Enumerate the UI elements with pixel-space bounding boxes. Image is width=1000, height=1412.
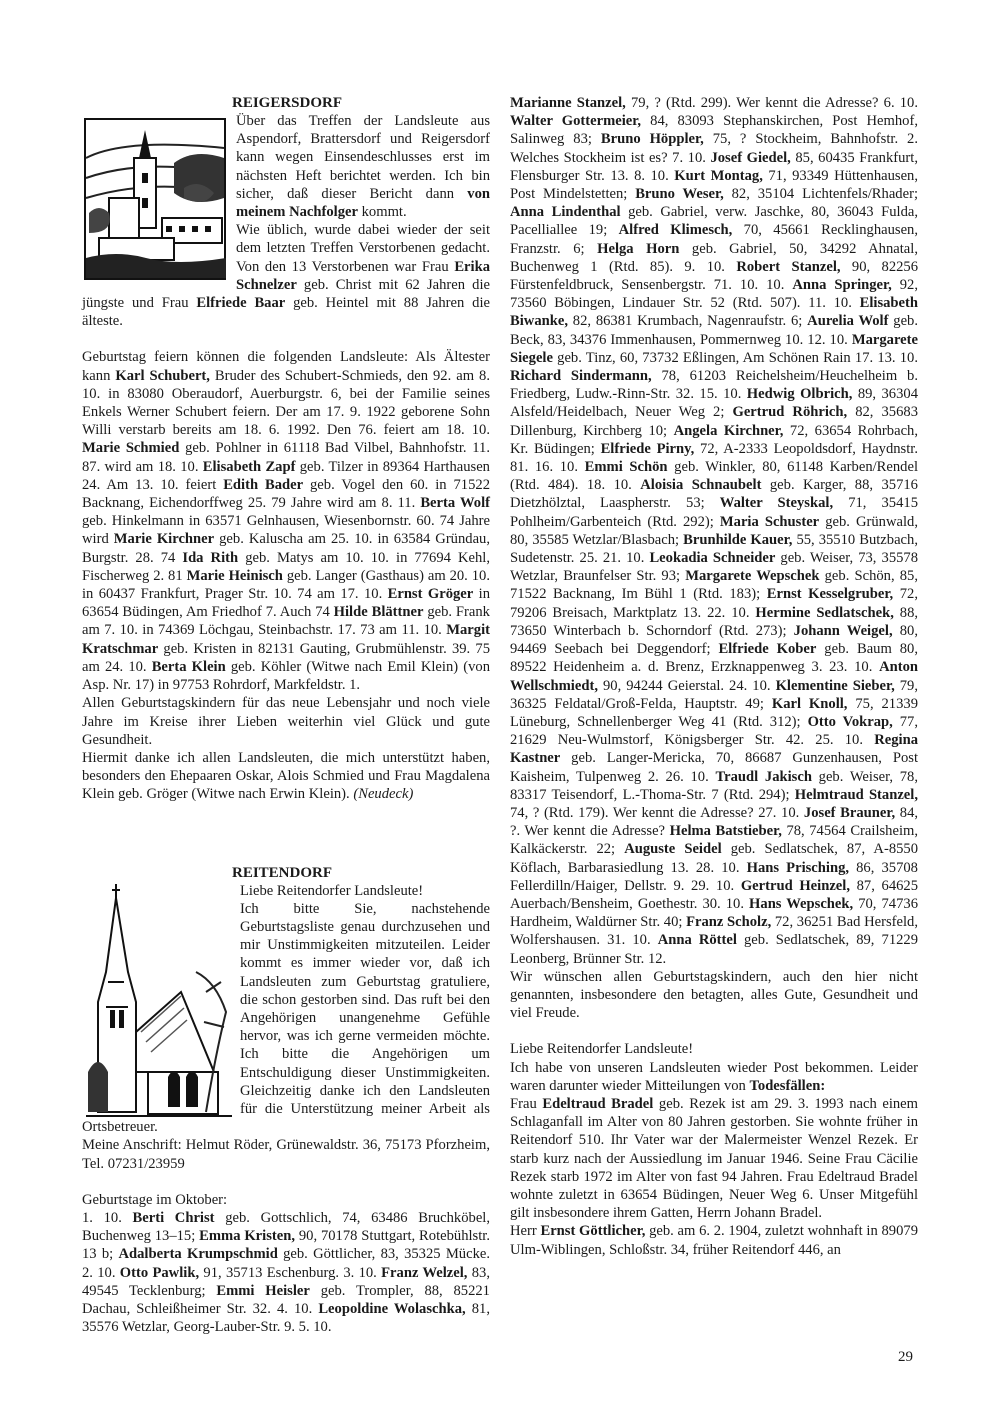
right-column bbox=[510, 94, 918, 1259]
text-run: 72, A-2333 Leopoldsdorf, Haydnstr. 81. 16. 10. bbox=[510, 440, 918, 476]
bold-name: von meinem Nachfolger bbox=[236, 185, 490, 221]
text-run: 83, 49545 Tecklenburg; bbox=[82, 1264, 490, 1299]
text-run: 84, 83093 Stephanskirchen, Post Hemhof, Salinweg 83; bbox=[510, 113, 918, 148]
text-run: geb. Heintel mit 88 Jahren die älteste. bbox=[82, 295, 490, 330]
text-run: 77, 21629 Neu-Wulmstorf, Königsberger Str. 42. 25. 10. bbox=[510, 713, 918, 749]
text-run: 90, 70178 Stuttgart, Rotebühlstr. 13 b; bbox=[82, 1228, 490, 1263]
text-run: geb. Tilzer in 89364 Harthausen 24. Am 13. 10. feiert bbox=[82, 458, 490, 493]
text-run: 78, 74564 Crailsheim, Kalkäckerstr. 22; bbox=[510, 823, 919, 858]
bold-name: Bruno Höppler, bbox=[600, 131, 704, 148]
bold-name: Berta Wolf bbox=[420, 495, 490, 512]
bold-name: Aurelia Wolf bbox=[807, 313, 889, 330]
bold-name: Leokadia Schneider bbox=[649, 550, 776, 567]
bold-name: Karl Schubert, bbox=[115, 367, 210, 384]
obituary-paragraph bbox=[510, 1095, 918, 1222]
text-run: geb. Matys am 10. 10. in 77694 Kehl, Fischerweg 2. 81 bbox=[82, 549, 490, 584]
bold-name: Edith Bader bbox=[223, 476, 304, 493]
text-run: geb. Sedlatschek, 89, 71229 Leonberg, Brünner Str. 12. bbox=[510, 932, 919, 967]
text-run: 70, 45661 Recklinghausen, Franzstr. 6; bbox=[510, 222, 918, 257]
bold-name: Edeltraud Bradel bbox=[542, 1095, 654, 1112]
bold-name: Johann Weigel, bbox=[793, 622, 893, 639]
text-run: geb. Tinz, 60, 73732 Eßlingen, Am Schönen Rain 17. 13. 10. bbox=[552, 349, 918, 366]
text-run: 79, 36325 Feldatal/Groß-Felda, Hauptstr. 49; bbox=[510, 677, 918, 712]
bold-name: Richard Sindermann, bbox=[510, 368, 652, 385]
text-run: 89, 36304 Alsfeld/Heidelbach, Neuer Weg 2; bbox=[510, 386, 918, 421]
text-run: geb. Baum 80, 89522 Heidenheim a. d. Brenz, Erzknappenweg 3. 23. 10. bbox=[510, 641, 918, 676]
bold-name: Helma Batstieber, bbox=[669, 823, 782, 840]
text-run: geb. Gabriel, 50, 34292 Ahnatal, Buchenweg 1 (Rtd. 85). 9. 10. bbox=[510, 240, 918, 275]
bold-name: Otto Vokrap, bbox=[807, 713, 893, 730]
bold-name: Klementine Sieber, bbox=[775, 677, 895, 694]
text-run: geb. Kristen in 82131 Gauting, Grubmühlenstr. 39. 75 am 24. 10. bbox=[82, 640, 490, 675]
text-run: geb. Gottschlich, 74, 63486 Bruchköbel, Buchenweg 13–15; bbox=[82, 1209, 490, 1245]
text-run: 78, 61203 Reichelsheim/Heuchelheim b. Friedberg, Ludw.-Rinn-Str. 32. 15. 10. bbox=[510, 368, 918, 403]
birthdays-list-continued bbox=[510, 94, 918, 968]
birthdays-list bbox=[82, 1209, 490, 1336]
text-run: geb. Grünwald, 80, 35585 Wetzlar/Blasbach; bbox=[510, 513, 918, 548]
text-run: 70, 74736 Hardheim, Waldürner Str. 40; bbox=[510, 895, 918, 931]
birthdays-heading: Geburtstage im Oktober: bbox=[82, 1191, 228, 1208]
text-run: geb. Weiser, 78, 83317 Teisendorf, L.-Thoma-Str. 7 (Rtd. 294); bbox=[510, 768, 918, 803]
text-run: 92, 73560 Böbingen, Lindauer Str. 52 (Rtd. 507). 11. 10. bbox=[510, 277, 918, 312]
bold-name: Maria Schuster bbox=[719, 513, 820, 530]
text-run: Allen Geburtstagskindern für das neue Lebensjahr und noch viele Jahre im Kreise ihrer Lieben weiterhin viel Glück und gute Gesundheit. bbox=[82, 695, 490, 748]
text-run: geb. Vogel den 60. in 71522 Backnang, Eichendorffweg 25. 79 Jahre wird am 8. 11. bbox=[82, 476, 490, 512]
bold-name: Otto Pawlik, bbox=[119, 1264, 200, 1281]
text-run: 75, ? Stockheim, Bahnhofstr. 2. Welches Stockheim ist es? 7. 10. bbox=[510, 131, 918, 166]
bold-name: Margit Kratschmar bbox=[82, 622, 490, 657]
text-run: 1. 10. bbox=[82, 1209, 133, 1226]
bold-name: Margarete Siegele bbox=[510, 331, 918, 366]
text-run: geb. Göttlicher, 83, 35325 Mücke. 2. 10. bbox=[82, 1246, 490, 1281]
bold-name: Hilde Blättner bbox=[333, 604, 424, 621]
text-run: Geburtstag feiern können die folgenden Landsleute: Als Ältester kann bbox=[82, 349, 490, 384]
text-run: Meine Anschrift: Helmut Röder, Grünewaldstr. 36, 75173 Pforzheim, Tel. 07231/23959 bbox=[82, 1137, 490, 1172]
text-run: 82, 35683 Dillenburg, Kirchberg 10; bbox=[510, 404, 918, 439]
text-run: 91, 35713 Eschenburg. 3. 10. bbox=[199, 1264, 382, 1281]
text-run: 71, 93349 Hüttenhausen, Post Mindelstetten; bbox=[510, 167, 918, 203]
bold-name: Emmi Heisler bbox=[216, 1282, 310, 1299]
bold-name: Karl Knoll, bbox=[771, 695, 848, 712]
text-run: geb. Weiser, 73, 35578 Wetzlar, Braunfelser Str. 93; bbox=[510, 550, 919, 585]
text-run: 86, 35708 Fellerdilln/Haiger, Dellstr. 9. 29. 10. bbox=[510, 859, 918, 894]
bold-name: Hans Prisching, bbox=[746, 859, 850, 876]
bold-name: Hedwig Olbrich, bbox=[746, 386, 853, 403]
bold-name: Gertrud Heinzel, bbox=[740, 877, 850, 894]
text-run: 72, 63654 Rohrbach, Kr. Büdingen; bbox=[510, 422, 918, 457]
bold-name: Angela Kirchner, bbox=[673, 422, 784, 439]
bold-name: Josef Brauner, bbox=[803, 804, 896, 821]
bold-name: Helga Horn bbox=[597, 240, 680, 257]
bold-name: Brunhilde Kauer, bbox=[683, 531, 793, 548]
text-run: 90, 82256 Fürstenfeldbruck, Sensenbergstr. 71. 10. 10. bbox=[510, 258, 919, 294]
text-run: Ich bitte Sie, nachstehende Geburtstagsliste genau durchzusehen und mir Unstimmigkeiten mitzuteilen. Leider kommt es immer wieder vor, daß ich Landsleuten zum Geburtstag gratuliere, die schon gestorben sind. Das ruft bei den Angehörigen unangenehme Gefühle hervor, was ich gerne vermeiden möchte. Ich bitte die Angehörigen um Entschuldigung dieser Unstimmigkeiten. Gleichzeitig danke ich den Landsleuten für die Unterstützung meiner Arbeit als Ortsbetreuer. bbox=[82, 900, 490, 1136]
text-run: Frau bbox=[510, 1095, 543, 1112]
text-run: geb. Christ mit 62 Jahren die jüngste und Frau bbox=[82, 276, 490, 312]
page-number: 29 bbox=[898, 1349, 913, 1365]
text-run: 55, 35510 Butzbach, Sudetenstr. 25. 21. 10. bbox=[510, 531, 918, 567]
text-run: Liebe Reitendorfer Landsleute! bbox=[510, 1041, 694, 1058]
reigersdorf-paragraph bbox=[82, 694, 490, 749]
bold-name: Erika Schnelzer bbox=[236, 258, 490, 293]
text-run: geb. Karger, 88, 35716 Dietzhölztal, Laaspherstr. 53; bbox=[510, 477, 918, 512]
bold-name: Josef Giedel, bbox=[710, 149, 791, 166]
obituary-paragraph bbox=[510, 1222, 918, 1258]
bold-name: Elisabeth Biwanke, bbox=[510, 295, 918, 330]
birthday-wishes bbox=[510, 968, 918, 1023]
bold-name: Anna Springer, bbox=[792, 277, 892, 294]
bold-name: Ida Rith bbox=[182, 549, 239, 566]
bold-name: Hans Wepschek, bbox=[749, 895, 854, 912]
text-run: kommt. bbox=[357, 204, 407, 221]
text-run: geb. Kaluscha am 25. 10. in 63584 Gründau, Burgstr. 28. 74 bbox=[82, 531, 490, 566]
bold-name: Berta Klein bbox=[151, 658, 226, 675]
bold-name: Emma Kristen, bbox=[199, 1228, 295, 1245]
text-run: geb. am 6. 2. 1904, zuletzt wohnhaft in 89079 Ulm-Wiblingen, Schloßstr. 34, früher Reitendorf 446, an bbox=[510, 1223, 918, 1258]
text-run: in 63654 Büdingen, Am Friedhof 7. Auch 74 bbox=[82, 586, 490, 621]
bold-name: Bruno Weser, bbox=[635, 186, 724, 203]
text-run: 80, 94469 Seebach bei Deggendorf; bbox=[510, 622, 918, 658]
village-church-illustration bbox=[84, 118, 226, 280]
bold-name: Margarete Wepschek bbox=[685, 568, 820, 585]
text-run: 90, 94244 Geierstal. 24. 10. bbox=[597, 677, 776, 694]
bold-name: Hermine Sedlatschek, bbox=[755, 604, 894, 621]
bold-name: Robert Stanzel, bbox=[736, 258, 841, 275]
text-run: Hiermit danke ich allen Landsleuten, die mich unterstützt haben, besonders den Ehepaaren Oskar, Alois Schmied und Frau Magdalena Klein geb. Gröger (Witwe nach Erwin Klein). bbox=[82, 749, 490, 803]
text-run: 75, 21339 Lüneburg, Schnellenberger Weg 41 (Rtd. 312); bbox=[510, 695, 918, 730]
bold-name: Ernst Gröger bbox=[387, 586, 474, 603]
text-run: Liebe Reitendorfer Landsleute! bbox=[240, 882, 424, 899]
bold-name: Anton Wellschmiedt, bbox=[510, 659, 918, 694]
bold-name: Leopoldine Wolaschka, bbox=[318, 1300, 466, 1317]
text-run: geb. Langer-Mericka, 70, 86687 Gunzenhausen, Post Kaisheim, Tulpenweg 2. 26. 10. bbox=[510, 750, 918, 785]
text-run: geb. Trompler, 88, 85221 Dachau, Schleißheimer Str. 32. 4. 10. bbox=[82, 1282, 490, 1317]
text-run: Wie üblich, wurde dabei wieder der seit dem letzten Treffen Verstorbenen gedacht. Von den 13 Verstorbenen war Frau bbox=[236, 222, 490, 275]
bold-name: Marie Heinisch bbox=[186, 567, 283, 584]
bold-name: Traudl Jakisch bbox=[715, 768, 812, 785]
bold-name: Emmi Schön bbox=[584, 459, 668, 476]
bold-name: Aloisia Schnaubelt bbox=[640, 477, 762, 494]
text-run: geb. Rezek ist am 29. 3. 1993 nach einem Schlaganfall im Alter von 80 Jahren gestorben. Sie wohnte früher in Reitendorf 510. Ihr Vater war der Malermeister Wenzel Rezek. Er starb kurz nach der Aussiedlung im Januar 1946. Seine Frau Cäcilie Rezek starb 1972 im Alter von fast 94 Jahren. Frau Edeltraud Bradel wohnte zuletzt in 63654 Büdingen, Neuer Weg 6. Unser Mitgefühl gilt insbesondere ihrem Gatten, Herrn Johann Bradel. bbox=[510, 1095, 918, 1222]
text-run: geb. Gabriel, verw. Jaschke, 80, 36043 Fulda, Pacelliallee 19; bbox=[510, 204, 918, 239]
text-run: 81, 35576 Wetzlar, Georg-Lauber-Str. 9. 5. 10. bbox=[82, 1300, 490, 1336]
text-run: geb. Winkler, 80, 61148 Karben/Rendel (Rtd. 484). 18. 10. bbox=[510, 459, 919, 494]
bold-name: Ernst Göttlicher, bbox=[540, 1223, 646, 1240]
text-run: Wir wünschen allen Geburtstagskindern, auch den hier nicht genannten, insbesondere den betagten, alles Gute, Gesundheit und viel Freude. bbox=[510, 968, 918, 1022]
bold-name: Berti Christ bbox=[132, 1209, 215, 1226]
text-run: 88, 73650 Winterbach b. Schorndorf (Rtd. 273); bbox=[510, 604, 919, 639]
church-illustration bbox=[86, 882, 232, 1118]
reigersdorf-birthdays bbox=[82, 348, 490, 694]
bold-name: Marie Kirchner bbox=[113, 531, 215, 548]
bold-name: Helmtraud Stanzel, bbox=[794, 786, 918, 803]
text-run: geb. Langer (Gasthaus) am 20. 10. in 60437 Frankfurt, Prager Str. 10. 74 am 17. 10. bbox=[82, 567, 490, 603]
text-run: 85, 60435 Frankfurt, Flensburger Str. 13. 8. 10. bbox=[510, 149, 918, 184]
text-run: geb. Pohlner in 61118 Bad Vilbel, Bahnhofstr. 11. 87. wird am 18. 10. bbox=[82, 440, 490, 475]
left-column bbox=[82, 94, 490, 1336]
section-title-reigersdorf: REIGERSDORF bbox=[232, 95, 343, 111]
bold-name: Anna Röttel bbox=[657, 932, 737, 949]
bold-name: Elisabeth Zapf bbox=[202, 458, 296, 475]
bold-name: Regina Kastner bbox=[510, 732, 918, 767]
letter-paragraph bbox=[510, 1059, 918, 1095]
text-run: 84, ?. Wer kennt die Adresse? bbox=[510, 804, 919, 840]
bold-name: Marianne Stanzel, bbox=[510, 95, 626, 111]
text-run: geb. Sedlatschek, 87, A-8550 Köflach, Barbarasiedlung 13. 28. 10. bbox=[510, 841, 919, 876]
text-run: 82, 35104 Lichtenfels/Rhader; bbox=[723, 186, 918, 203]
text-run: 72, 36251 Bad Hersfeld, Wolfershausen. 31. 10. bbox=[510, 914, 918, 949]
text-run: 79, ? (Rtd. 299). Wer kennt die Adresse? 6. 10. bbox=[625, 95, 918, 111]
text-run: 72, 79206 Breisach, Marktplatz 13. 22. 10. bbox=[510, 586, 918, 621]
bold-name: Todesfällen: bbox=[749, 1077, 826, 1094]
text-run: 87, 64625 Auerbach/Bensheim, Goethestr. 30. 10. bbox=[510, 877, 919, 912]
bold-name: Walter Steyskal, bbox=[719, 495, 834, 512]
bold-name: Gertrud Röhrich, bbox=[732, 404, 848, 421]
text-run: geb. Frank am 7. 10. in 74369 Löchgau, Steinbachstr. 17. 73 am 11. 10. bbox=[82, 604, 490, 639]
bold-name: Adalberta Krumpschmid bbox=[118, 1246, 278, 1263]
reitendorf-address bbox=[82, 1136, 490, 1172]
bold-name: Auguste Seidel bbox=[624, 841, 722, 858]
bold-name: Ernst Kesselgruber, bbox=[766, 586, 894, 603]
author-signature: (Neudeck) bbox=[353, 786, 414, 803]
text-run: Herr bbox=[510, 1223, 541, 1240]
text-run: Ich habe von unseren Landsleuten wieder Post bekommen. Leider waren darunter wieder Mitteilungen von bbox=[510, 1059, 918, 1094]
text-run: geb. Beck, 83, 34376 Immenhausen, Pommernweg 10. 12. 10. bbox=[510, 313, 918, 348]
text-run: Über das Treffen der Landsleute aus Aspendorf, Brattersdorf und Reigersdorf kann wegen Einsendeschlusses erst im nächsten Heft berichtet werden. Ich bin sicher, daß dieser Bericht dann bbox=[236, 113, 490, 202]
section-title-reitendorf: REITENDORF bbox=[232, 864, 333, 881]
letter-greeting bbox=[510, 1040, 918, 1058]
text-run: 74, ? (Rtd. 179). Wer kennt die Adresse? 27. 10. bbox=[510, 804, 804, 821]
text-run: 71, 35415 Pohlheim/Garbenteich (Rtd. 292); bbox=[510, 495, 918, 530]
text-run: geb. Hinkelmann in 63571 Gelnhausen, Wiesenbornstr. 60. 74 Jahre wird bbox=[82, 513, 490, 548]
bold-name: Walter Gottermeier, bbox=[510, 113, 642, 130]
text-run: geb. Köhler (Witwe nach Emil Klein) (von Asp. Nr. 17) in 97753 Rohrdorf, Markfeldstr. 1. bbox=[82, 658, 490, 694]
bold-name: Elfriede Baar bbox=[196, 295, 286, 312]
bold-name: Franz Welzel, bbox=[381, 1264, 468, 1281]
bold-name: Kurt Montag, bbox=[674, 167, 763, 184]
text-run: geb. Schön, 85, 71522 Backnang, Im Bühl 1 (Rtd. 183); bbox=[510, 568, 918, 603]
reigersdorf-paragraph bbox=[82, 749, 490, 804]
bold-name: Franz Scholz, bbox=[686, 914, 772, 931]
bold-name: Elfriede Kober bbox=[718, 641, 817, 658]
text-run: 82, 86381 Krumbach, Nagenraufstr. 6; bbox=[567, 313, 808, 330]
bold-name: Alfred Klimesch, bbox=[618, 222, 733, 239]
bold-name: Anna Lindenthal bbox=[510, 204, 621, 221]
bold-name: Elfriede Pirny, bbox=[600, 440, 695, 457]
text-run: Bruder des Schubert-Schmieds, den 92. am 8. 10. in 83080 Oberaudorf, Auerburgstr. 6, bei der Familie seines Enkels Werner Schubert feiern. Der am 17. 9. 1922 geborene Sohn Willi verstarb bereits am 18. 6. 1992. Den 76. feiert am 18. 10. bbox=[82, 367, 490, 439]
bold-name: Marie Schmied bbox=[82, 440, 180, 457]
